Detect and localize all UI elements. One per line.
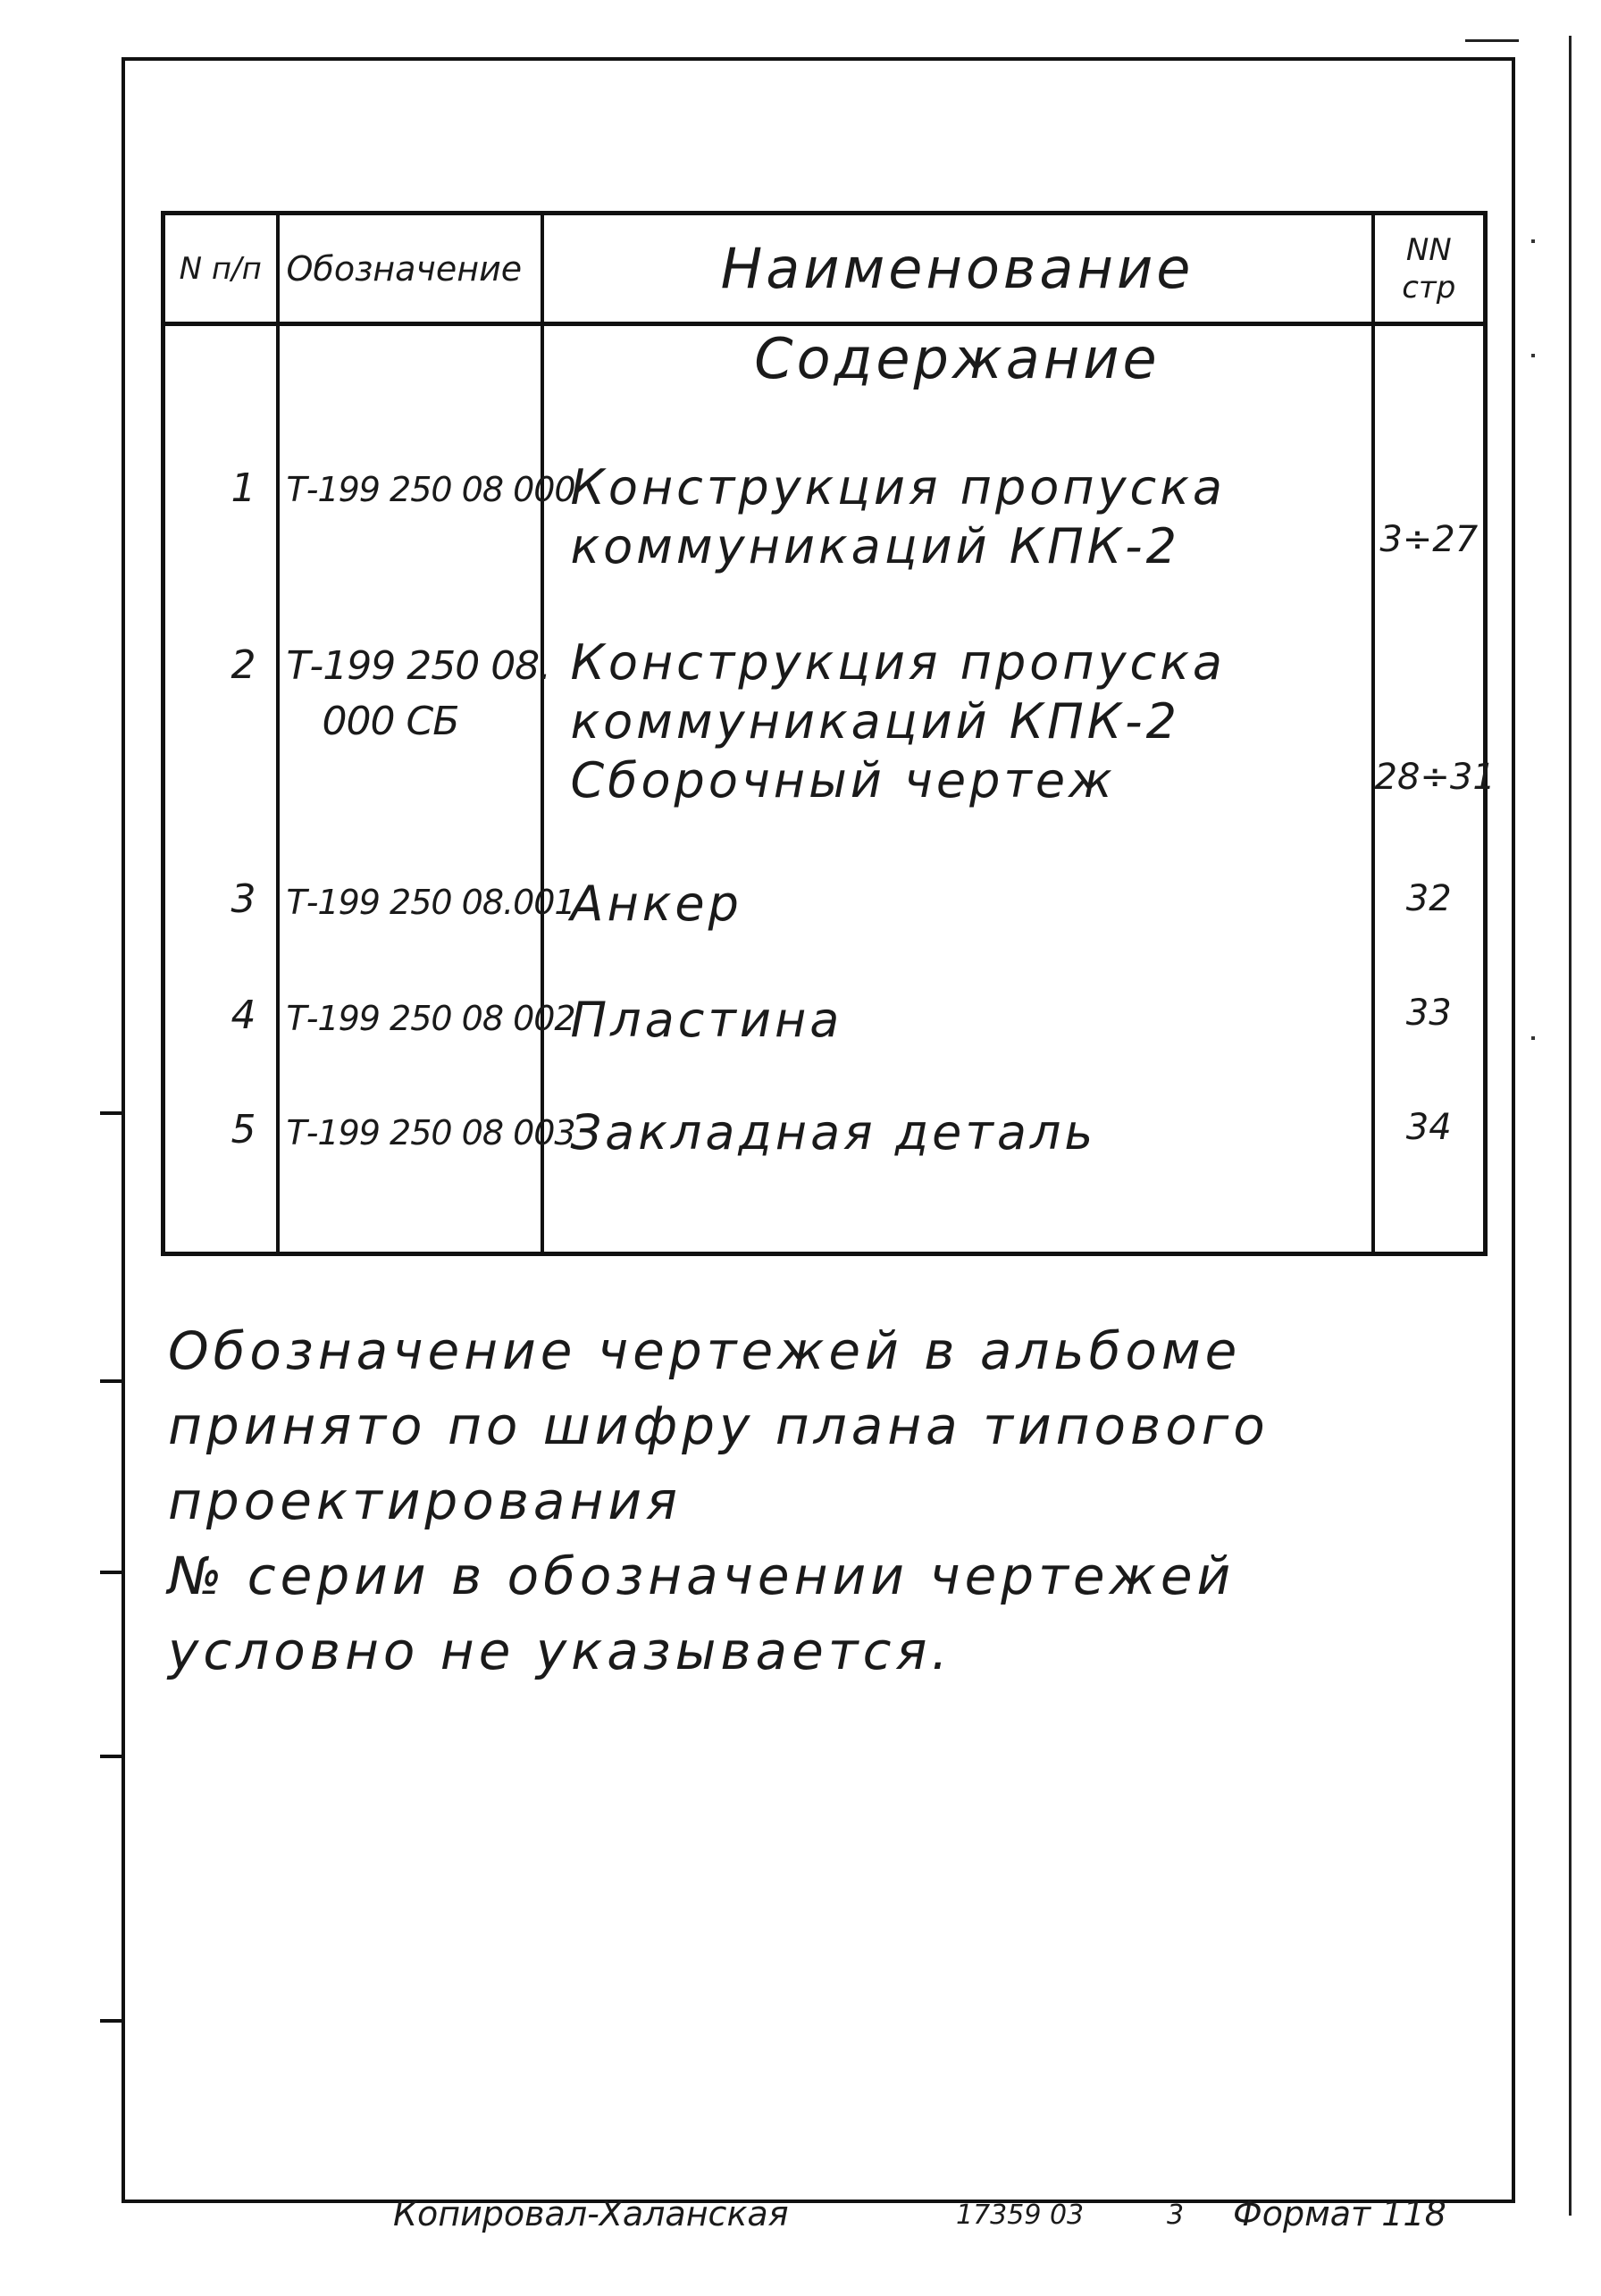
table-row (163, 458, 1486, 633)
note-line: Обозначение чертежей в альбоме (168, 1320, 1242, 1381)
row-pages: 3÷27 (1373, 458, 1486, 633)
contents-table (161, 211, 1496, 1256)
row-designation: Т-199 250 08. 000 СБ (278, 633, 542, 867)
footer-stamp (393, 2194, 1519, 2248)
note-line: проектирования (168, 1471, 682, 1531)
row-pages: 28÷31 (1373, 633, 1486, 867)
row-designation: Т-199 250 08 000 (278, 458, 542, 633)
footer-copied-by: Копировал-Халанская (393, 2194, 789, 2233)
row-name: Закладная деталь (542, 1100, 1373, 1254)
table-header-row (163, 214, 1486, 324)
row-name: Конструкция пропуска коммуникаций КПК-2 Сборочный чертеж (542, 633, 1373, 867)
corner-mark (1465, 39, 1519, 47)
note-line: условно не указывается. (168, 1621, 952, 1681)
footer-format: Формат 118 (1233, 2194, 1446, 2233)
table-row (163, 1100, 1486, 1254)
footer-sheet: 3 (1167, 2200, 1185, 2231)
row-pages: 33 (1373, 982, 1486, 1100)
note-line: № серии в обозначении чертежей (168, 1546, 1236, 1606)
binding-tick (100, 1111, 123, 1115)
row-pages: 32 (1373, 867, 1486, 982)
row-name: Пластина (542, 982, 1373, 1100)
row-number: 2 (163, 633, 278, 867)
table-row (163, 633, 1486, 867)
table-row (163, 982, 1486, 1100)
table-row (163, 867, 1486, 982)
row-designation: Т-199 250 08.001 (278, 867, 542, 982)
binding-tick (100, 1571, 123, 1574)
header-pages: NN стр (1373, 214, 1486, 324)
header-name: Наименование (542, 214, 1373, 324)
row-number: 1 (163, 458, 278, 633)
row-name: Анкер (542, 867, 1373, 982)
section-row (163, 324, 1486, 458)
binding-tick (100, 1755, 123, 1758)
header-designation: Обозначение (278, 214, 542, 324)
notes-block (168, 1313, 1490, 1688)
binding-tick (100, 2019, 123, 2023)
section-title: Содержание (542, 324, 1373, 458)
row-number: 4 (163, 982, 278, 1100)
binding-tick (100, 1379, 123, 1383)
row-pages: 34 (1373, 1100, 1486, 1254)
row-number: 3 (163, 867, 278, 982)
header-number: N п/п (163, 214, 278, 324)
row-designation: Т-199 250 08 002 (278, 982, 542, 1100)
scan-speck (1531, 1036, 1535, 1040)
row-number: 5 (163, 1100, 278, 1254)
row-designation: Т-199 250 08 003 (278, 1100, 542, 1254)
row-name: Конструкция пропуска коммуникаций КПК-2 (542, 458, 1373, 633)
scan-speck (1531, 239, 1535, 243)
sheet-edge-line (1569, 36, 1572, 2216)
footer-doc-number: 17359 03 (956, 2200, 1085, 2231)
scan-speck (1531, 354, 1535, 357)
note-line: принято по шифру плана типового (168, 1395, 1270, 1456)
